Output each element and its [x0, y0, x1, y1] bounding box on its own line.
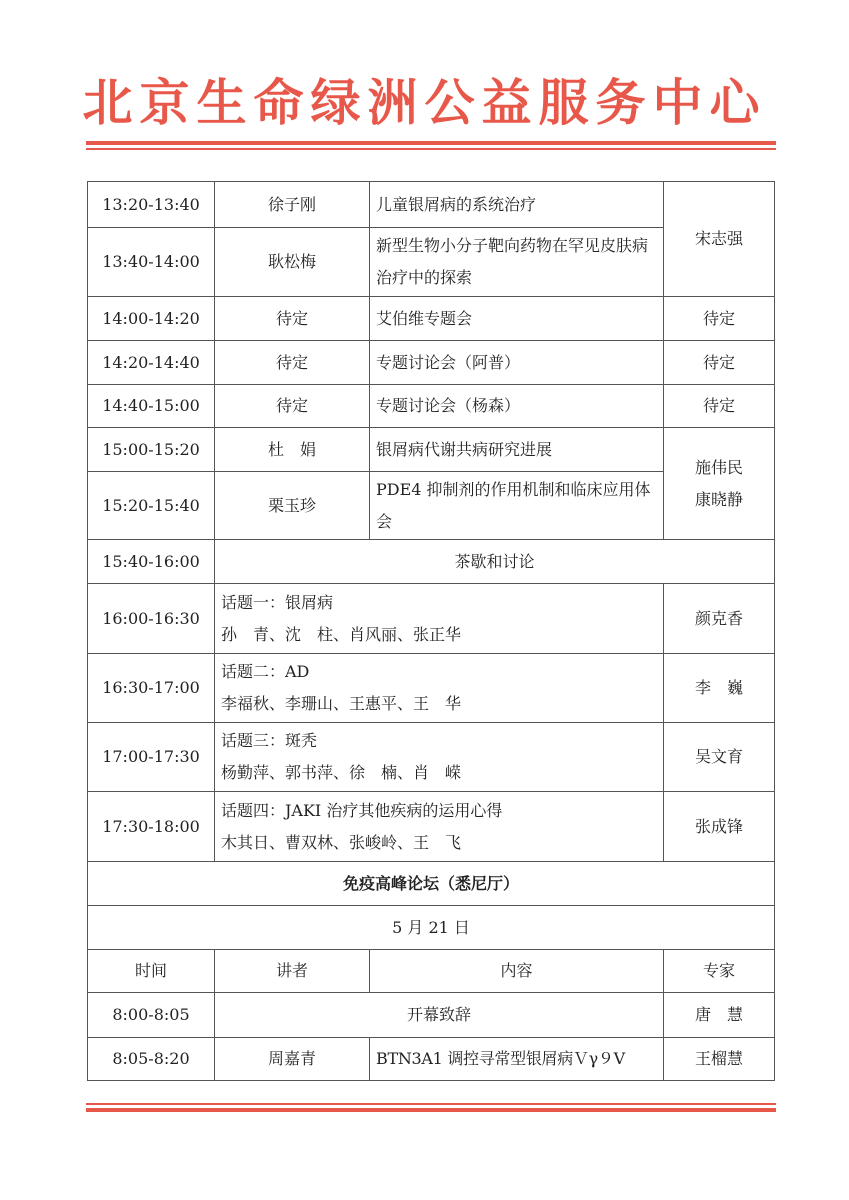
speaker-cell: 周嘉青 — [215, 1038, 370, 1081]
time-cell: 14:20-14:40 — [88, 341, 215, 385]
expert-cell: 待定 — [664, 297, 775, 341]
time-cell: 8:05-8:20 — [88, 1038, 215, 1081]
time-cell: 16:30-17:00 — [88, 654, 215, 723]
table-row — [88, 385, 775, 428]
topic-panel: 木其日、曹双林、张峻岭、王 飞 — [221, 832, 462, 852]
time-cell: 17:30-18:00 — [88, 792, 215, 862]
table-row — [88, 540, 775, 584]
content-cell: BTN3A1 调控寻常型银屑病Ｖγ９V — [370, 1038, 664, 1081]
break-cell: 茶歇和讨论 — [215, 540, 775, 584]
time-cell: 14:00-14:20 — [88, 297, 215, 341]
topic-panel: 杨勤萍、郭书萍、徐 楠、肖 嵘 — [221, 763, 462, 782]
time-cell: 15:20-15:40 — [88, 472, 215, 540]
speaker-cell: 杜 娟 — [215, 428, 370, 472]
table-row — [88, 993, 775, 1038]
table-row — [88, 723, 775, 792]
content-cell: 新型生物小分子靶向药物在罕见皮肤病治疗中的探索 — [370, 228, 664, 297]
date-cell: 5 月 21 日 — [88, 906, 775, 950]
topic-panel: 李福秋、李珊山、王惠平、王 华 — [221, 694, 462, 713]
table-row — [88, 584, 775, 654]
time-cell: 14:40-15:00 — [88, 385, 215, 428]
topic-title: 话题二：AD — [221, 662, 310, 681]
expert-cell: 宋志强 — [664, 182, 775, 297]
opening-cell: 开幕致辞 — [215, 993, 664, 1038]
speaker-cell: 徐子刚 — [215, 182, 370, 228]
expert-cell: 李 巍 — [664, 654, 775, 723]
table-header-row — [88, 950, 775, 993]
time-cell: 13:40-14:00 — [88, 228, 215, 297]
speaker-cell: 待定 — [215, 297, 370, 341]
header-content: 内容 — [370, 950, 664, 993]
time-cell: 13:20-13:40 — [88, 182, 215, 228]
topic-cell — [215, 584, 664, 654]
table-row — [88, 1038, 775, 1081]
expert-cell: 王榴慧 — [664, 1038, 775, 1081]
header-divider — [86, 141, 776, 145]
expert-name: 施伟民 — [694, 457, 743, 477]
topic-cell — [215, 792, 664, 862]
expert-cell: 待定 — [664, 385, 775, 428]
footer-divider-thin — [86, 1103, 776, 1105]
topic-cell — [215, 654, 664, 723]
table-row — [88, 341, 775, 385]
table-row — [88, 862, 775, 906]
header-time: 时间 — [88, 950, 215, 993]
content-cell: 专题讨论会（阿普） — [370, 341, 664, 385]
table-row — [88, 906, 775, 950]
forum-title: 免疫高峰论坛（悉尼厅） — [88, 862, 775, 906]
footer-divider — [86, 1108, 776, 1112]
content-cell: 银屑病代谢共病研究进展 — [370, 428, 664, 472]
expert-cell: 张成锋 — [664, 792, 775, 862]
topic-title: 话题一：银屑病 — [221, 592, 334, 612]
table-row — [88, 182, 775, 228]
organization-title: 北京生命绿洲公益服务中心 — [82, 74, 767, 132]
time-cell: 16:00-16:30 — [88, 584, 215, 654]
content-cell: PDE4 抑制剂的作用机制和临床应用体会 — [370, 472, 664, 540]
header-divider-thin — [86, 148, 776, 150]
speaker-cell: 栗玉珍 — [215, 472, 370, 540]
content-cell: 专题讨论会（杨森） — [370, 385, 664, 428]
expert-cell: 颜克香 — [664, 584, 775, 654]
schedule-table — [87, 181, 775, 1081]
header-expert: 专家 — [664, 950, 775, 993]
time-cell: 8:00-8:05 — [88, 993, 215, 1038]
speaker-cell: 待定 — [215, 385, 370, 428]
expert-cell: 唐 慧 — [664, 993, 775, 1038]
topic-cell — [215, 723, 664, 792]
header-speaker: 讲者 — [215, 950, 370, 993]
time-cell: 15:40-16:00 — [88, 540, 215, 584]
content-cell: 艾伯维专题会 — [370, 297, 664, 341]
topic-title: 话题三：斑秃 — [221, 731, 318, 750]
expert-cell — [664, 428, 775, 540]
table-row — [88, 297, 775, 341]
speaker-cell: 待定 — [215, 341, 370, 385]
table-row — [88, 428, 775, 472]
expert-cell: 吴文育 — [664, 723, 775, 792]
topic-title: 话题四：JAKI 治疗其他疾病的运用心得 — [221, 800, 503, 820]
table-row — [88, 654, 775, 723]
content-cell: 儿童银屑病的系统治疗 — [370, 182, 664, 228]
table-row — [88, 792, 775, 862]
expert-name: 康晓静 — [694, 489, 743, 509]
topic-panel: 孙 青、沈 柱、肖风丽、张正华 — [221, 624, 462, 644]
time-cell: 17:00-17:30 — [88, 723, 215, 792]
speaker-cell: 耿松梅 — [215, 228, 370, 297]
time-cell: 15:00-15:20 — [88, 428, 215, 472]
expert-cell: 待定 — [664, 341, 775, 385]
